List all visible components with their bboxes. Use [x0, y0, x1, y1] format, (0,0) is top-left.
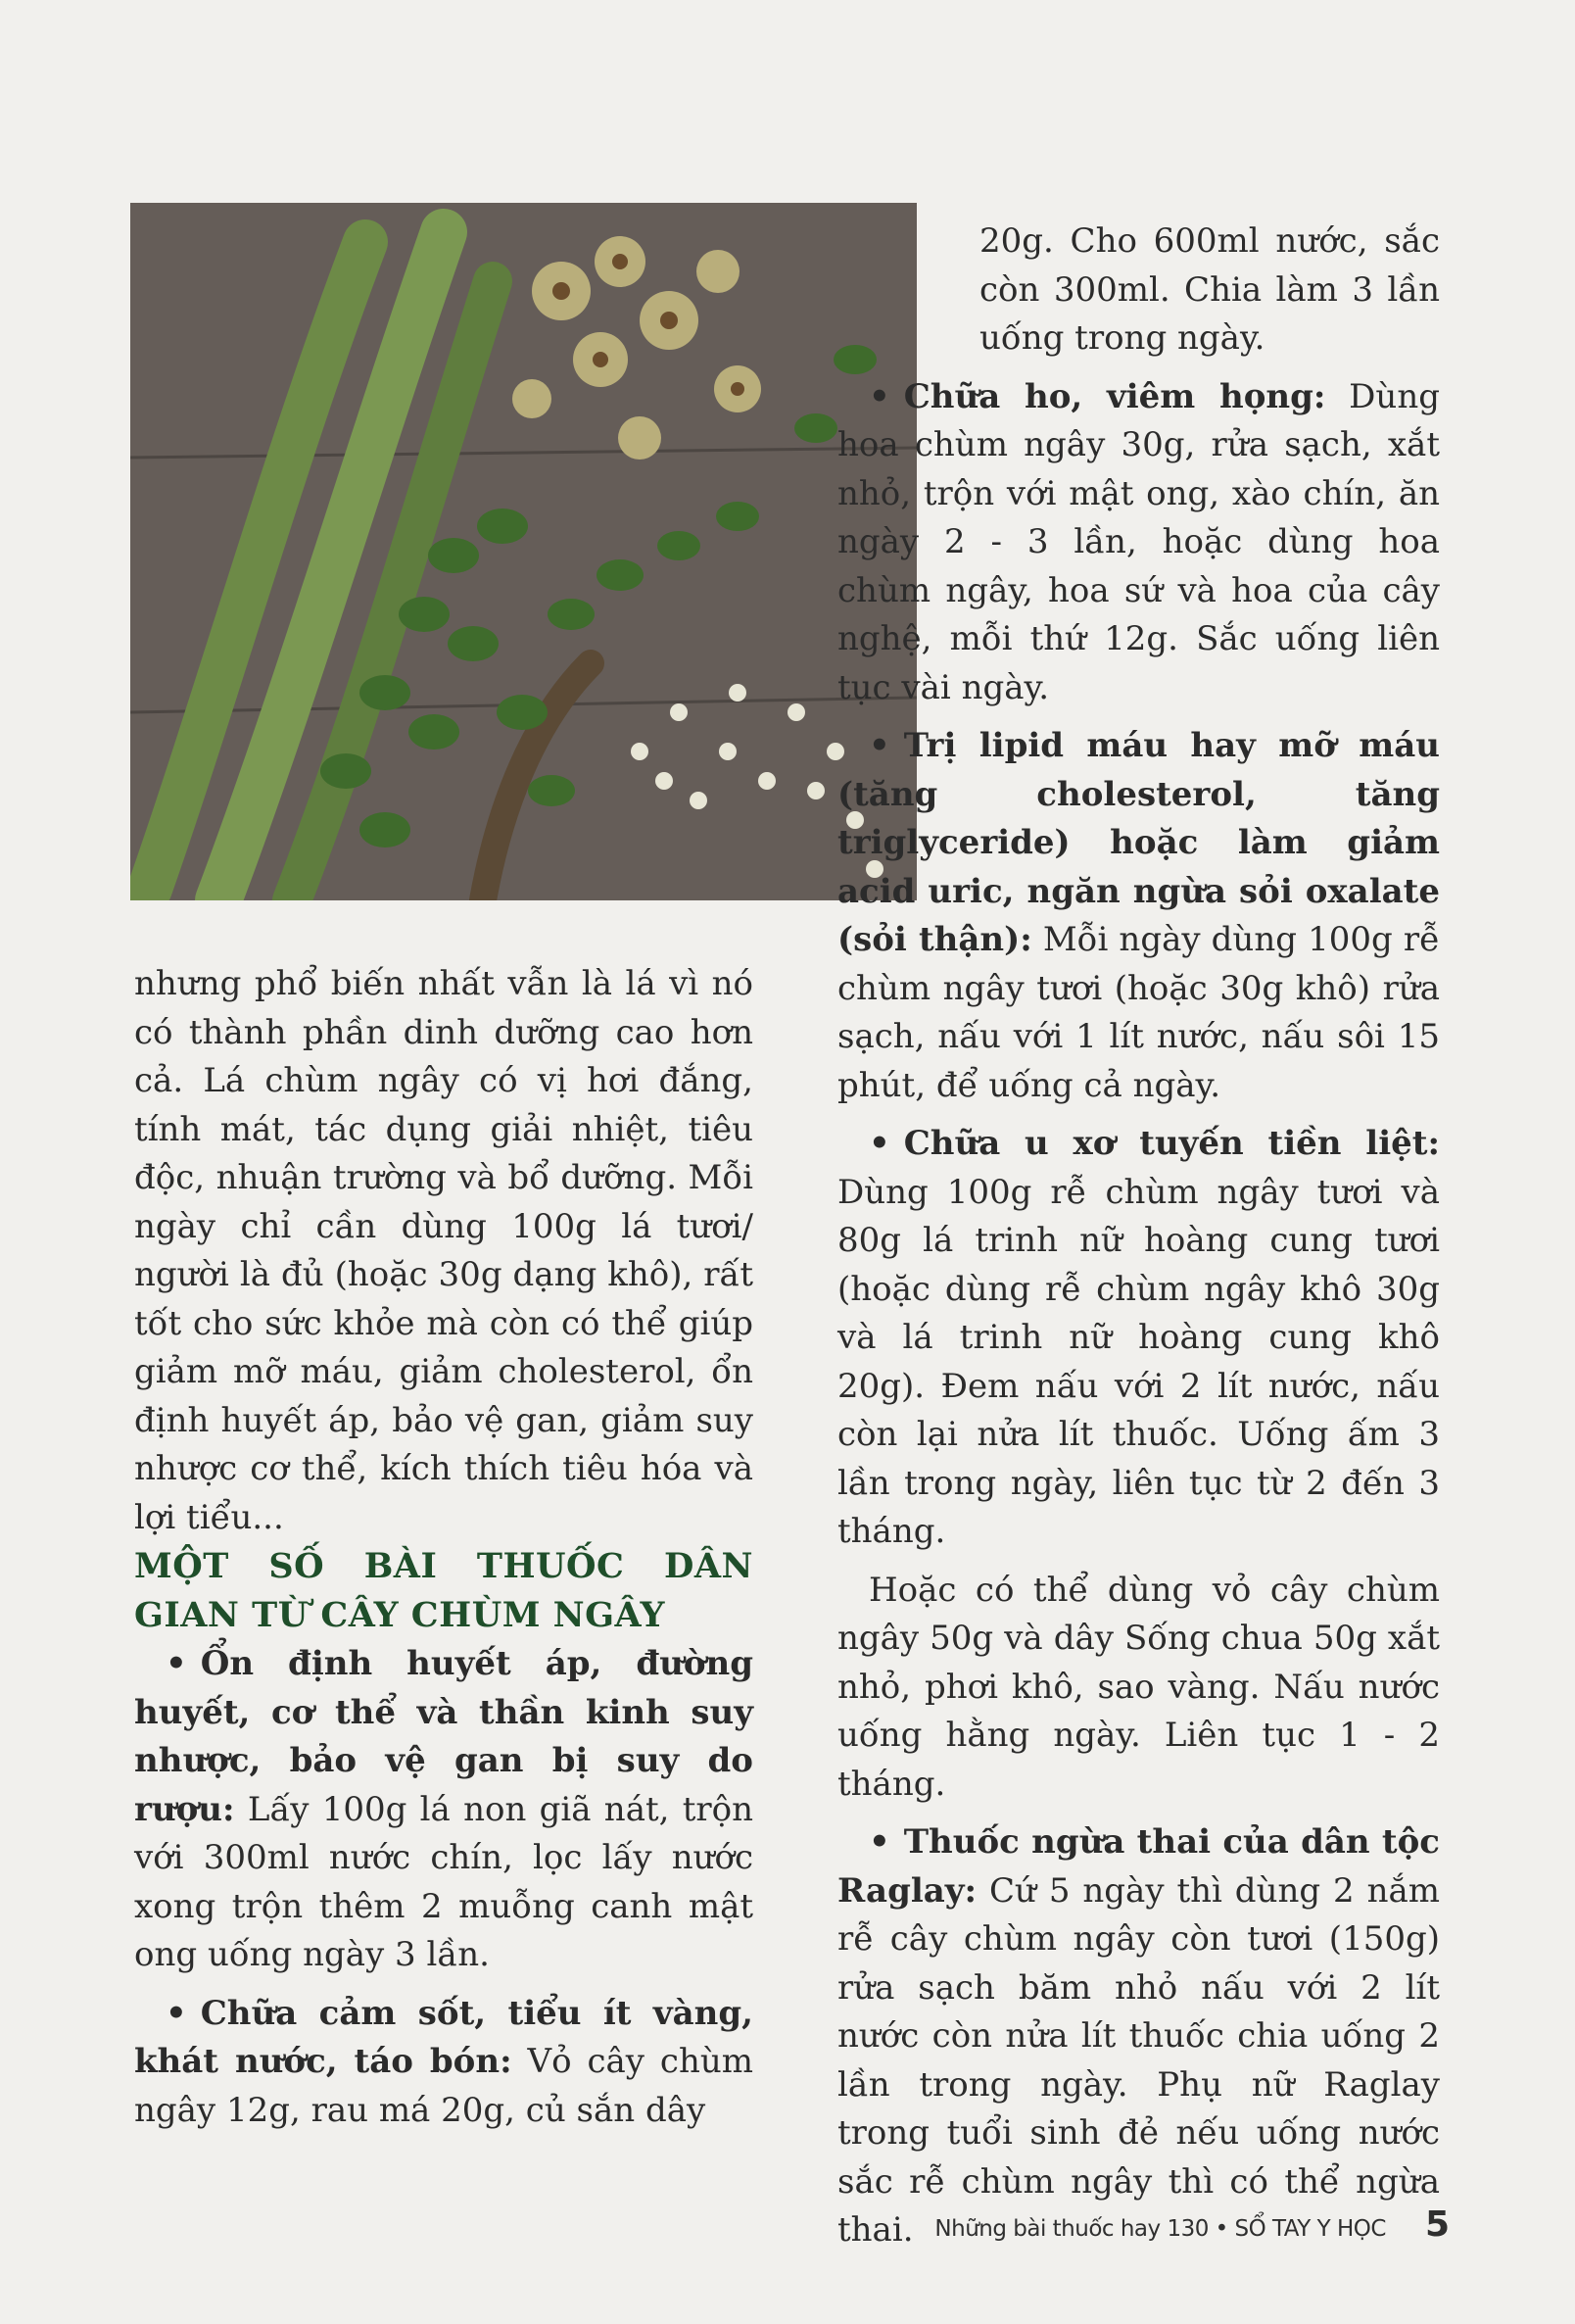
page-number: 5 — [1424, 2204, 1450, 2245]
remedy-item — [837, 1818, 1440, 2255]
continuation-text: 20g. Cho 600ml nước, sắc còn 300ml. Chia làm 3 lần uống trong ngày. — [979, 221, 1440, 358]
extra-paragraph: Hoặc có thể dùng vỏ cây chùm ngây 50g và dây Sống chua 50g xắt nhỏ, phơi khô, sao vàng. Nấu nước uống hằng ngày. Liên tục 1 - 2 tháng. — [837, 1570, 1440, 1804]
remedy-body: Vỏ cây chùm ngây 12g, rau má 20g, củ sắn dây — [134, 2042, 753, 2130]
running-title: Những bài thuốc hay 130 • SỔ TAY Y HỌC — [934, 2216, 1386, 2242]
remedy-item — [837, 373, 1440, 713]
remedy-title: Thuốc ngừa thai của dân tộc Raglay: — [837, 1822, 1440, 1911]
remedy-title: Chữa cảm sốt, tiểu ít vàng, khát nước, táo bón: — [134, 1993, 753, 2081]
right-column — [837, 218, 1440, 2255]
section-heading: MỘT SỐ BÀI THUỐC DÂN GIAN TỪ CÂY CHÙM NGÂY — [134, 1546, 753, 1635]
remedy-title: Trị lipid máu hay mỡ máu (tăng cholesterol, tăng triglyceride) hoặc làm giảm acid uric, ngăn ngừa sỏi oxalate (sỏi thận): — [837, 726, 1440, 959]
remedy-item — [837, 1120, 1440, 1557]
remedy-body: Dùng hoa chùm ngây 30g, rửa sạch, xắt nhỏ, trộn với mật ong, xào chín, ăn ngày 2 - 3 lần, hoặc dùng hoa chùm ngây, hoa sứ và hoa của cây nghệ, mỗi thứ 12g. Sắc uống liên tục vài ngày. — [837, 376, 1440, 707]
page-footer — [934, 2204, 1450, 2245]
remedy-title: Chữa ho, viêm họng: — [903, 376, 1326, 416]
remedy-item — [837, 722, 1440, 1110]
remedy-body: Cứ 5 ngày thì dùng 2 nắm rễ cây chùm ngây còn tươi (150g) rửa sạch băm nhỏ nấu với 2 lít nước còn nửa lít thuốc chia uống 2 lần trong ngày. Phụ nữ Raglay trong tuổi sinh đẻ nếu uống nước sắc rễ chùm ngây thì có thể ngừa thai. — [837, 1870, 1440, 2250]
remedy-body: Dùng 100g rễ chùm ngây tươi và 80g lá trinh nữ hoàng cung tươi (hoặc dùng rễ chùm ngây khô 30g và lá trinh nữ hoàng cung khô 20g). Đem nấu với 2 lít nước, nấu còn lại nửa lít thuốc. Uống ấm 3 lần trong ngày, liên tục từ 2 đến 3 tháng. — [837, 1172, 1440, 1551]
intro-paragraph: nhưng phổ biến nhất vẫn là lá vì nó có thành phần dinh dưỡng cao hơn cả. Lá chùm ngây có vị hơi đắng, tính mát, tác dụng giải nhiệt, tiêu độc, nhuận trường và bổ dưỡng. Mỗi ngày chỉ cần dùng 100g lá tươi/ người là đủ (hoặc 30g dạng khô), rất tốt cho sức khỏe mà còn có thể giúp giảm mỡ máu, giảm cholesterol, ổn định huyết áp, bảo vệ gan, giảm suy nhược cơ thể, kích thích tiêu hóa và lợi tiểu... — [134, 964, 753, 1537]
left-column — [134, 960, 753, 2135]
remedy-title: Chữa u xơ tuyến tiền liệt: — [903, 1124, 1440, 1163]
remedy-body: Mỗi ngày dùng 100g rễ chùm ngây tươi (hoặc 30g khô) rửa sạch, nấu với 1 lít nước, nấu sôi 15 phút, để uống cả ngày. — [837, 920, 1440, 1105]
remedy-item — [134, 1990, 753, 2136]
remedy-body: Lấy 100g lá non giã nát, trộn với 300ml nước chín, lọc lấy nước xong trộn thêm 2 muỗng canh mật ong uống ngày 3 lần. — [134, 1789, 753, 1974]
remedy-item — [134, 1640, 753, 1980]
remedy-title: Ổn định huyết áp, đường huyết, cơ thể và thần kinh suy nhược, bảo vệ gan bị suy do rượu: — [134, 1644, 753, 1829]
moringa-photo — [130, 203, 917, 900]
